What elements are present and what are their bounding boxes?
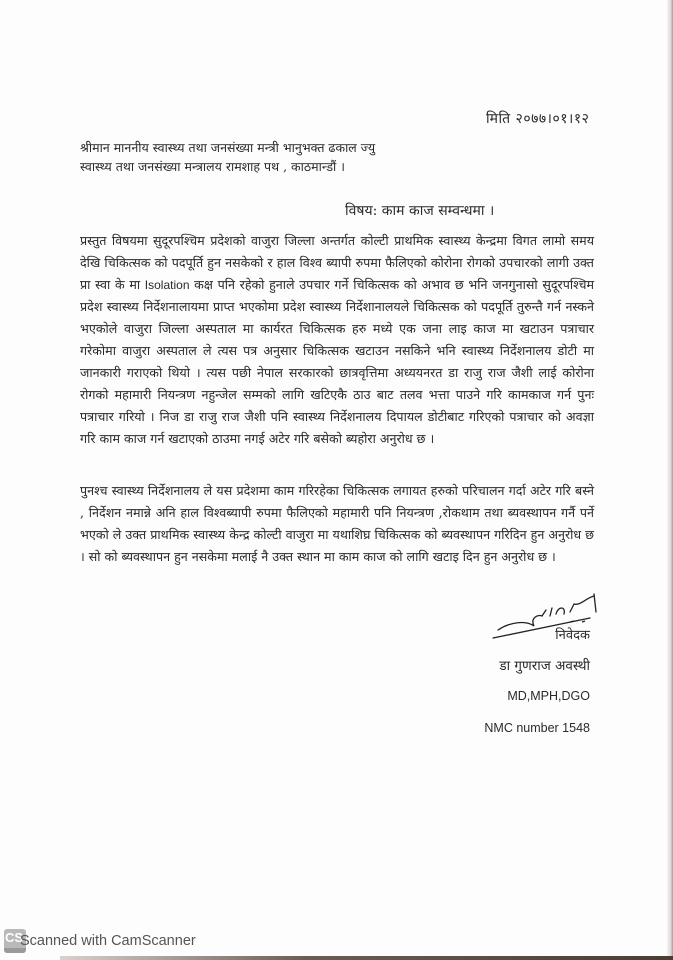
addressee-line-2: स्वास्थ्य तथा जनसंख्या मन्त्रालय रामशाह पथ , काठमान्डौं । bbox=[80, 159, 345, 174]
closing-label: निवेदक bbox=[555, 628, 590, 643]
paper-bottom-edge bbox=[60, 956, 673, 960]
paragraph-1-text-b: कक्ष पनि रहेको हुनाले उपचार गर्ने चिकित्सक को अभाव छ भनि जनगुनासो सुदूरपश्चिम प्रदेश स्वास्थ्य निर्देशनालायमा प्राप्त भएकोमा प्रदेश स्वास्थ्य निर्देशानालयले चिकित्सक को पदपूर्ति तुरुन्तै गर्न नस्कने भएकोले वाजुरा जिल्ला अस्पताल मा कार्यरत चिकित्सक हरु मध्ये एक जना लाइ काज मा खटाउन पत्राचार गरेकोमा वाजुरा अस्पताल ले त्यस पत्र अनुसार चिकित्सक खटाउन नसकिने भनि स्वास्थ्य निर्देशनालय डोटी मा जानकारी गराएको थियो । त्यस पछी नेपाल सरकारको छात्रवृत्तिमा अध्ययनरत डा राजु राज जैशी लाई कोरोना रोगको महामारी नियन्त्रण नहुन्जेल सम्मको लागि खटिएकै ठाउ बाट तलव भत्ता पाउने गरि कामकाज गर्न पुनः पत्राचार गरियो । निज डा राजु राज जैशी पनि स्वास्थ्य निर्देशनालय दिपायल डोटीबाट गरिएको पत्राचार को अवज्ञा गरि काम काज गर्न खटाएको ठाउमा नगई अटेर गरि बसेको ब्यहोरा अनुरोध छ । bbox=[80, 277, 594, 446]
paragraph-1-english-word: Isolation bbox=[144, 278, 190, 292]
signatory-qualifications: MD,MPH,DGO bbox=[507, 689, 590, 703]
paragraph-1-text-a: प्रस्तुत विषयमा सुदूरपश्चिम प्रदेशको वाजुरा जिल्ला अन्तर्गत कोल्टी प्राथमिक स्वास्थ्य केन्द्रमा विगत लामो समय देखि चिकित्सक को पदपूर्ति हुन नसकेको र हाल विश्व ब्यापी रुपमा फैलिएको कोरोना रोगको उपचारको लागी उक्त प्रा स्वा के मा bbox=[80, 233, 594, 292]
addressee-block bbox=[80, 138, 375, 176]
addressee-line-1: श्रीमान माननीय स्वास्थ्य तथा जनसंख्या मन्त्री भानुभक्त ढकाल ज्यु bbox=[80, 140, 376, 155]
camscanner-logo-icon: CS bbox=[4, 929, 26, 953]
letter-paragraph-2: पुनश्च स्वास्थ्य निर्देशनालय ले यस प्रदेशमा काम गरिरहेका चिकित्सक लगायत हरुको परिचालन गर्दा अटेर गरि बस्ने , निर्देशन नमान्ने अनि हाल विश्वब्यापी रुपमा फैलिएको महामारी पनि नियन्त्रण ,रोकथाम तथा ब्यवस्थापन गर्नै पर्ने भएको ले उक्त प्राथमिक स्वास्थ्य केन्द्र कोल्टी वाजुरा मा यथाशिघ्र चिकित्सक को ब्यवस्थापन गरिदिन हुन अनुरोध छ । सो को ब्यवस्थापन हुन नसकेमा मलाई नै उक्त स्थान मा काम काज को लागि खटाइ दिन हुन अनुरोध छ । bbox=[80, 483, 594, 564]
letter-date: मिति २०७७।०१।१२ bbox=[486, 111, 590, 127]
paper-right-edge bbox=[667, 0, 673, 960]
camscanner-watermark-text: Scanned with CamScanner bbox=[20, 933, 196, 949]
letter-paragraph-1 bbox=[80, 230, 594, 450]
camscanner-watermark bbox=[4, 929, 196, 953]
signatory-name: डा गुणराज अवस्थी bbox=[499, 658, 590, 674]
signatory-nmc-number: NMC number 1548 bbox=[484, 721, 590, 735]
letter-subject: विषय: काम काज सम्वन्धमा । bbox=[345, 203, 495, 219]
